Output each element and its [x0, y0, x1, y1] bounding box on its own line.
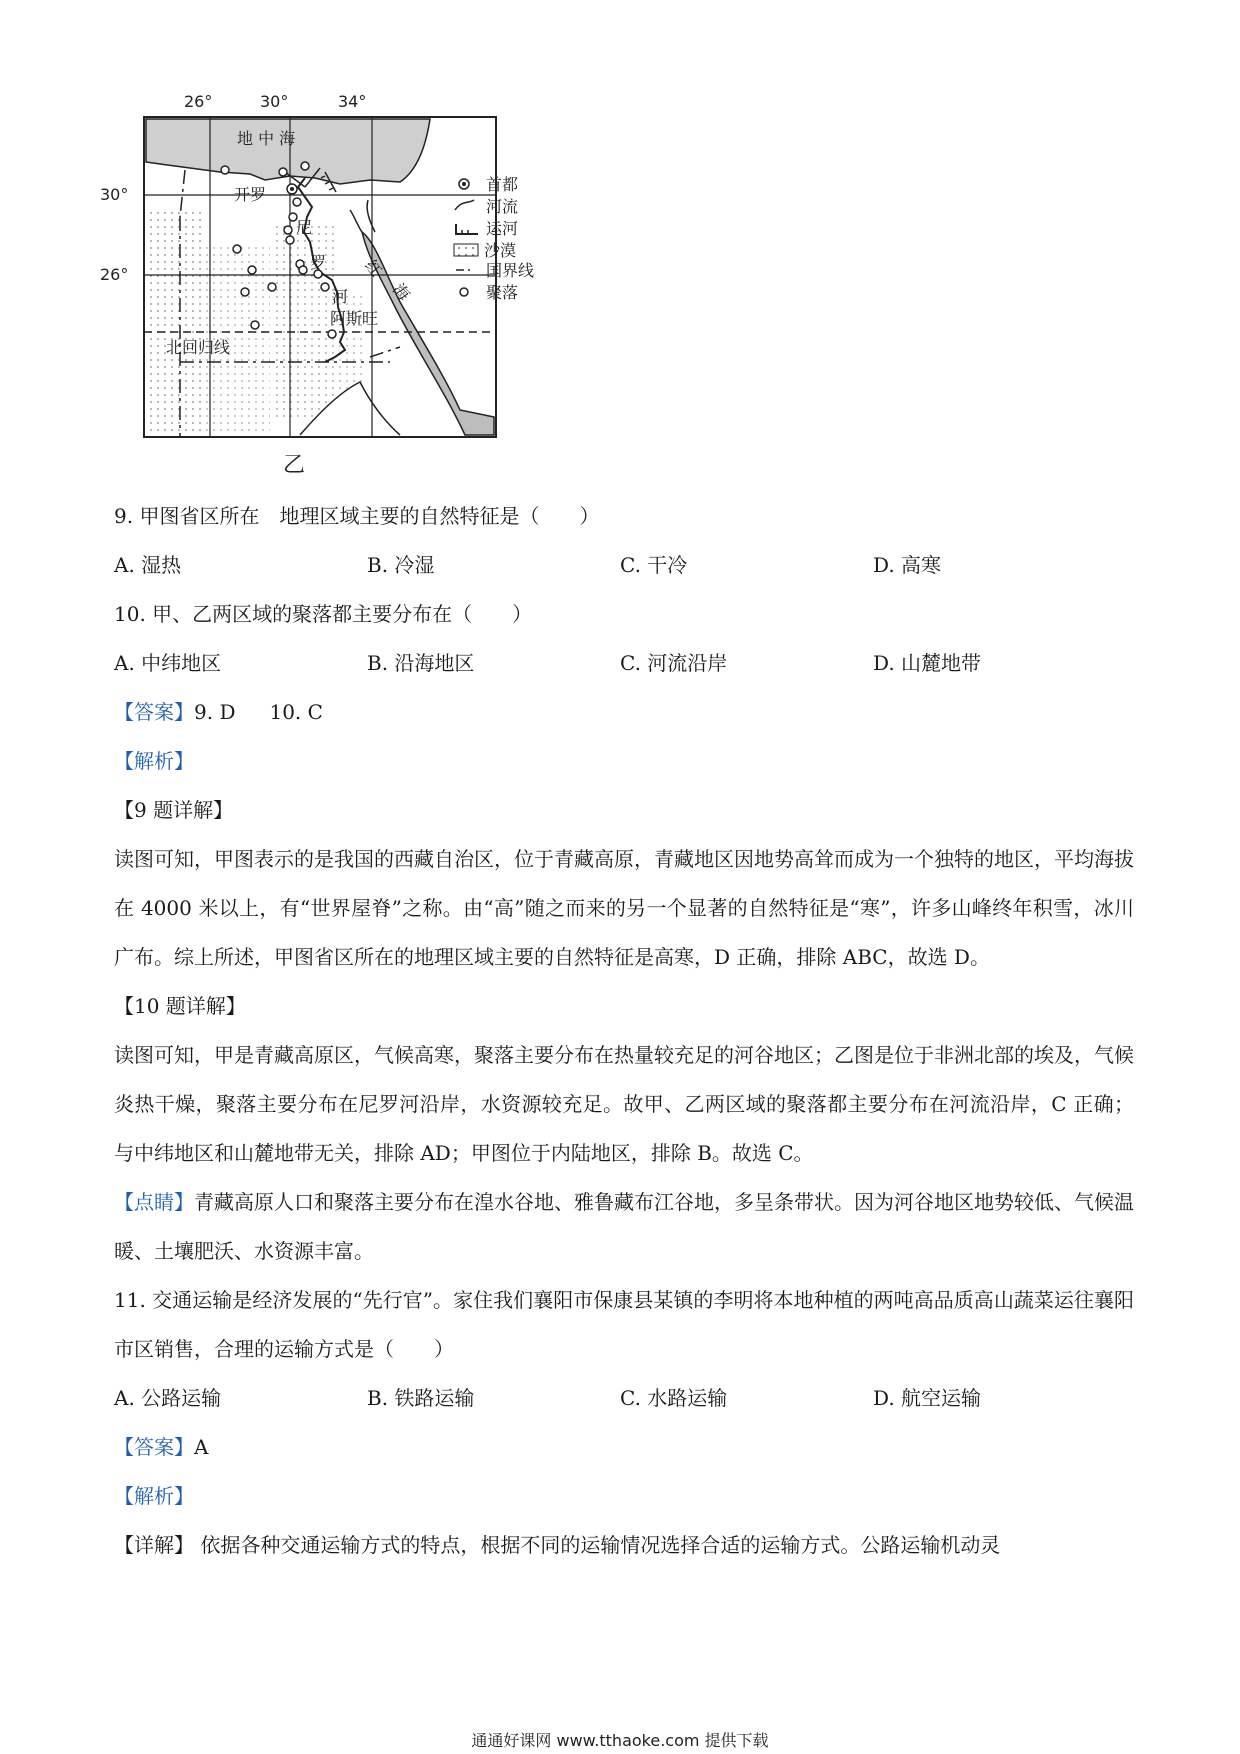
nile-label-1: 尼	[296, 218, 313, 237]
capital-marker	[287, 184, 297, 194]
analysis-tag-2: 【解析】	[114, 1484, 194, 1508]
tropic-label: 北回归线	[166, 338, 231, 357]
q9-option-a: A. 湿热	[114, 553, 182, 577]
detail-9-title: 【9 题详解】	[114, 798, 234, 822]
legend-river: 河流	[486, 197, 519, 216]
tip-text: 青藏高原人口和聚落主要分布在湟水谷地、雅鲁藏布江谷地，多呈条带状。因为河谷地区地势较低、气候温暖、土壤肥沃、水资源丰富。	[114, 1190, 1134, 1263]
analysis-tag: 【解析】	[114, 749, 194, 773]
q9-options	[114, 541, 1134, 590]
tip-paragraph	[114, 1178, 1134, 1276]
legend-capital: 首都	[486, 175, 519, 194]
q11-option-b: B. 铁路运输	[367, 1386, 475, 1410]
question-content	[114, 492, 1134, 1570]
answer-tag-2: 【答案】	[114, 1435, 194, 1459]
lon-label-34: 34°	[338, 92, 367, 111]
answer-10: 10. C	[269, 700, 323, 724]
q9-option-c: C. 干冷	[620, 553, 688, 577]
q11-options	[114, 1374, 1134, 1423]
detail-11-line	[114, 1521, 1134, 1570]
map-caption: 乙	[283, 453, 306, 478]
legend-settlement: 聚落	[486, 283, 519, 302]
q11-option-c: C. 水路运输	[620, 1386, 728, 1410]
q9-stem: 9. 甲图省区所在 地理区域主要的自然特征是（ ）	[114, 504, 600, 528]
legend-desert: 沙漠	[484, 241, 517, 260]
red-sea-label-1: 红	[361, 255, 386, 281]
lon-label-26: 26°	[184, 92, 213, 111]
q9-option-d: D. 高寒	[873, 553, 942, 577]
q10-option-d: D. 山麓地带	[873, 651, 982, 675]
detail-10-title: 【10 题详解】	[114, 994, 246, 1018]
answer-11: A	[194, 1435, 209, 1459]
q11-stem: 11. 交通运输是经济发展的“先行官”。家住我们襄阳市保康县某镇的李明将本地种植的两吨高品质高山蔬菜运往襄阳市区销售，合理的运输方式是（ ）	[114, 1288, 1134, 1361]
q11-option-a: A. 公路运输	[114, 1386, 222, 1410]
nile-label-2: 罗	[310, 253, 327, 272]
lat-label-30: 30°	[100, 185, 129, 204]
cairo-label: 开罗	[234, 185, 267, 204]
q11-option-d: D. 航空运输	[873, 1386, 982, 1410]
sea-label: 地 中 海	[237, 129, 296, 148]
q10-option-a: A. 中纬地区	[114, 651, 222, 675]
detail-tag: 【详解】	[114, 1533, 194, 1557]
red-sea-label-2: 海	[389, 279, 414, 305]
q10-options	[114, 639, 1134, 688]
legend-canal: 运河	[486, 219, 519, 238]
lat-label-26: 26°	[100, 265, 129, 284]
answer-line-2	[114, 1423, 1134, 1472]
lon-label-30: 30°	[260, 92, 289, 111]
detail-9-text: 读图可知，甲图表示的是我国的西藏自治区，位于青藏高原，青藏地区因地势高耸而成为一个独特的地区，平均海拔在 4000 米以上，有“世界屋脊”之称。由“高”随之而来的另一个显著的自然特征是“寒”，许多山峰终年积雪，冰川广布。综上所述，甲图省区所在的地理区域主要的自然特征是高寒，D 正确，排除 ABC，故选 D。	[114, 847, 1134, 969]
detail-10-text: 读图可知，甲是青藏高原区，气候高寒，聚落主要分布在热量较充足的河谷地区；乙图是位于非洲北部的埃及，气候炎热干燥，聚落主要分布在尼罗河沿岸，水资源较充足。故甲、乙两区域的聚落都主要分布在河流沿岸，C 正确；与中纬地区和山麓地带无关，排除 AD；甲图位于内陆地区，排除 B。故选 C。	[114, 1043, 1134, 1165]
legend-border: 国界线	[486, 261, 535, 280]
aswan-label: 阿斯旺	[330, 309, 379, 328]
page-footer: 通通好课网 www.tthaoke.com 提供下载	[471, 1731, 769, 1750]
detail-11-text: 依据各种交通运输方式的特点，根据不同的运输情况选择合适的运输方式。公路运输机动灵	[194, 1533, 1001, 1557]
tip-tag: 【点睛】	[114, 1190, 194, 1214]
answer-tag: 【答案】	[114, 700, 194, 724]
q10-stem: 10. 甲、乙两区域的聚落都主要分布在（ ）	[114, 602, 533, 626]
q9-option-b: B. 冷湿	[367, 553, 435, 577]
egypt-map	[100, 92, 535, 482]
answer-9: 9. D	[194, 700, 236, 724]
answer-line-1	[114, 688, 1134, 737]
q10-option-c: C. 河流沿岸	[620, 651, 728, 675]
q10-option-b: B. 沿海地区	[367, 651, 475, 675]
nile-label-3: 河	[332, 287, 349, 306]
